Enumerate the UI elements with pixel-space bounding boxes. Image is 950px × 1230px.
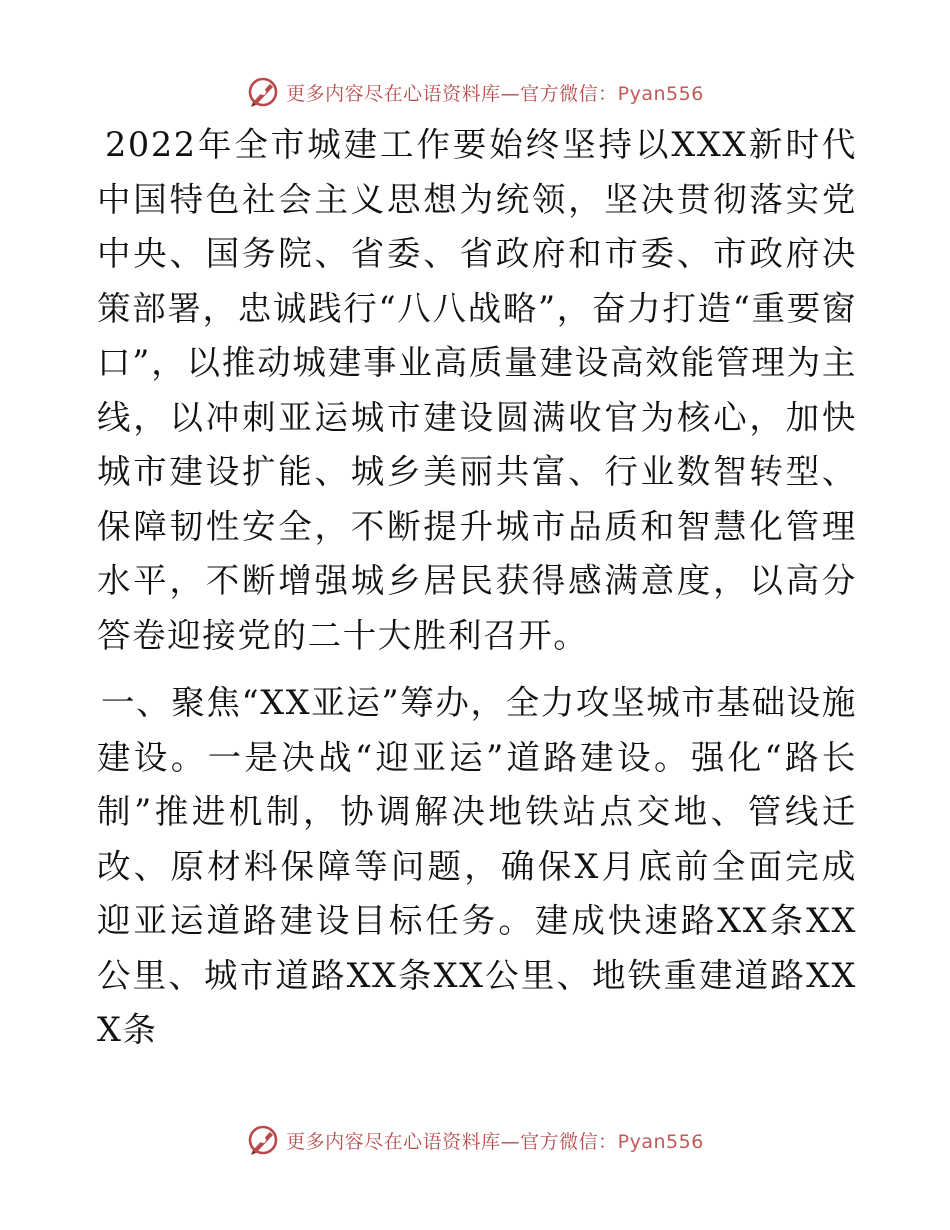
paragraph-section-1: 一、聚焦“XX亚运”筹办，全力攻坚城市基础设施建设。一是决战“迎亚运”道路建设。强化“路长制”推进机制，协调解决地铁站点交地、管线迁改、原材料保障等问题，确保X月底前全面完成迎亚运道路建设目标任务。建成快速路XX条XX公里、城市道路XX条XX公里、地铁重建道路XXX条 — [97, 683, 857, 1049]
watermark-text: 更多内容尽在心语资料库—官方微信：Pyan556 — [286, 1130, 704, 1153]
pen-circle-icon — [246, 1123, 280, 1157]
watermark-banner-top — [0, 72, 950, 112]
pen-circle-icon — [246, 75, 280, 109]
watermark-text: 更多内容尽在心语资料库—官方微信：Pyan556 — [286, 82, 704, 105]
paragraph-intro: 2022年全市城建工作要始终坚持以XXX新时代中国特色社会主义思想为统领，坚决贯彻落实党中央、国务院、省委、省政府和市委、市政府决策部署，忠诚践行“八八战略”，奋力打造“重要窗口”，以推动城建事业高质量建设高效能管理为主线，以冲刺亚运城市建设圆满收官为核心，加快城市建设扩能、城乡美丽共富、行业数智转型、保障韧性安全，不断提升城市品质和智慧化管理水平，不断增强城乡居民获得感满意度，以高分答卷迎接党的二十大胜利召开。 — [97, 125, 857, 655]
document-body — [97, 118, 857, 1058]
watermark-banner-bottom — [0, 1120, 950, 1160]
